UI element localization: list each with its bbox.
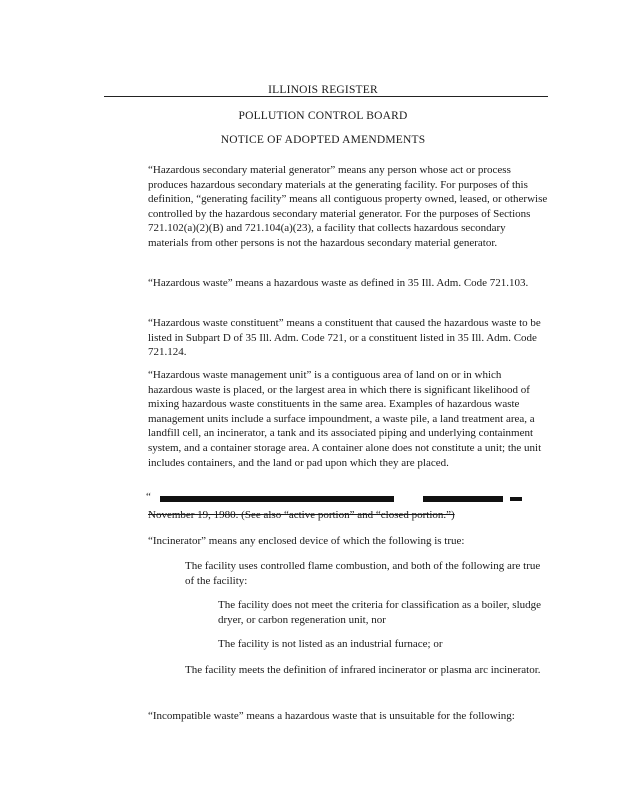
notice-title: NOTICE OF ADOPTED AMENDMENTS [220, 134, 426, 146]
definition-hazardous-waste: “Hazardous waste” means a hazardous waste as defined in 35 Ill. Adm. Code 721.103. [148, 277, 529, 289]
board-title: POLLUTION CONTROL BOARD [238, 110, 408, 122]
incinerator-criterion-b: The facility meets the definition of infrared incinerator or plasma arc incinerator. [185, 664, 541, 676]
register-title: ILLINOIS REGISTER [268, 84, 378, 96]
header-rule [104, 96, 548, 97]
definition-hazardous-waste-management-unit: “Hazardous waste management unit” is a contiguous area of land on or in which hazardous waste is placed, or the largest area in which there is significant likelihood of mixing hazardous waste constituents in the same area. Examples of hazardous waste management units include a surface impoundment, a waste pile, a land treatment area, a landfill cell, an incinerator, a tank and its associated piping and underlying containment system, and a container storage area. A container alone does not constitute a unit; the unit includes containers, and the land or pad upon which they are placed. [148, 369, 542, 469]
redacted-definition-line [148, 492, 548, 506]
opening-quote: “ [146, 491, 151, 503]
redaction-bar [423, 496, 503, 502]
definition-incompatible-waste: “Incompatible waste” means a hazardous waste that is unsuitable for the following: [148, 710, 515, 722]
incinerator-criterion-a-i: The facility does not meet the criteria for classification as a boiler, sludge dryer, or carbon regeneration unit, nor [218, 599, 542, 626]
incinerator-criterion-a: The facility uses controlled flame combustion, and both of the following are true of the facility: [185, 560, 541, 587]
definition-hazardous-secondary-material-generator: “Hazardous secondary material generator” means any person whose act or process produces hazardous secondary materials at the generating facility. For purposes of this definition, “generating facility” means all contiguous property owned, leased, or otherwise controlled by the hazardous secondary material generator. For the purposes of Sections 721.102(a)(2)(B) and 721.104(a)(23), a facility that collects hazardous secondary materials from other persons is not the hazardous secondary material generator. [148, 164, 548, 249]
definition-hazardous-waste-constituent: “Hazardous waste constituent” means a constituent that caused the hazardous waste to be listed in Subpart D of 35 Ill. Adm. Code 721, or a constituent listed in 35 Ill. Adm. Code 721.124. [148, 317, 541, 359]
definition-incinerator: “Incinerator” means any enclosed device of which the following is true: [148, 535, 465, 547]
struck-definition-tail: November 19, 1980. (See also “active portion” and “closed portion.”) [148, 509, 455, 521]
redaction-bar [510, 497, 522, 501]
redaction-bar [160, 496, 394, 502]
incinerator-criterion-a-ii: The facility is not listed as an industrial furnace; or [218, 638, 443, 650]
